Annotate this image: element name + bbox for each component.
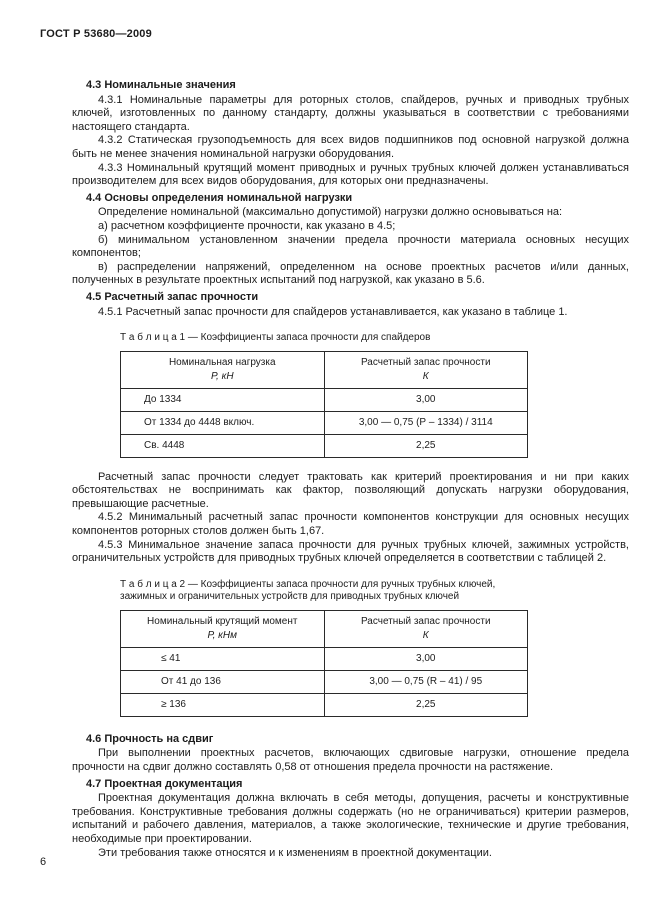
table2-row-1 — [121, 647, 528, 670]
table2-row1-factor: 3,00 — [324, 647, 528, 670]
table2-row3-factor: 2,25 — [324, 693, 528, 716]
document-content — [72, 76, 629, 860]
paragraph-4-7-2: Эти требования также относятся и к изменениям в проектной документации. — [98, 846, 492, 859]
table1-col2-title: Расчетный запас прочности — [360, 357, 491, 369]
table2 — [120, 610, 528, 717]
list-item-b: б) минимальном установленном значении предела прочности материала основных несущих компонентов; — [72, 233, 629, 260]
table1-row3-factor: 2,25 — [324, 434, 528, 457]
table1-caption: Т а б л и ц а 1 — Коэффициенты запаса прочности для спайдеров — [120, 332, 431, 344]
table2-row-2 — [121, 670, 528, 693]
paragraph-4-5-3: 4.5.3 Минимальное значение запаса прочности для ручных трубных ключей, зажимных устройств, ограничительных устройств для приводных трубных ключей определяется в соответствии с таблицей 2. — [72, 538, 629, 565]
paragraph-4-4-intro: Определение номинальной (максимально допустимой) нагрузки должно основываться на: — [98, 206, 563, 219]
section-heading-4-3: 4.3 Номинальные значения — [86, 79, 236, 91]
table1-col1-variable: Р, кН — [210, 371, 234, 383]
section-heading-4-5: 4.5 Расчетный запас прочности — [86, 290, 259, 303]
table2-row2-range: От 41 до 136 — [121, 670, 325, 693]
table2-col2-title: Расчетный запас прочности — [360, 616, 491, 628]
table1 — [120, 351, 528, 458]
table2-col1-header — [121, 610, 325, 647]
table2-caption: Т а б л и ц а 2 — Коэффициенты запаса прочности для ручных трубных ключей, зажимных и ограничительных устройств для приводных трубных ключей — [120, 578, 496, 603]
table2-row3-range: ≥ 136 — [121, 693, 325, 716]
table1-row-1 — [121, 388, 528, 411]
table1-row2-factor: 3,00 — 0,75 (Р – 1334) / 3114 — [324, 411, 528, 434]
section-heading-4-7: 4.7 Проектная документация — [86, 777, 243, 790]
table1-col1-title: Номинальная нагрузка — [168, 357, 276, 369]
doc-number-header: ГОСТ Р 53680—2009 — [40, 28, 152, 40]
table1-row1-range: До 1334 — [121, 388, 325, 411]
section-heading-4-4: 4.4 Основы определения номинальной нагрузки — [86, 191, 353, 204]
table2-header-row — [121, 610, 528, 647]
table2-col1-variable: Р, кНм — [207, 630, 237, 642]
paragraph-4-5-2: 4.5.2 Минимальный расчетный запас прочности компонентов конструкции для основных несущих компонентов роторных столов должен быть 1,67. — [72, 511, 629, 537]
paragraph-4-6: При выполнении проектных расчетов, включающих сдвиговые нагрузки, отношение предела прочности на сдвиг должно составлять 0,58 от отношения предела прочности на растяжение. — [72, 747, 629, 773]
list-item-a: а) расчетном коэффициенте прочности, как указано в 4.5; — [98, 219, 396, 232]
table2-col1-title: Номинальный крутящий момент — [147, 616, 298, 628]
table2-row-3 — [121, 693, 528, 716]
table1-col1-header — [121, 351, 325, 388]
table1-row1-factor: 3,00 — [324, 388, 528, 411]
paragraph-4-5-note: Расчетный запас прочности следует трактовать как критерий проектирования и ни при каких обстоятельствах не воспринимать как фактор, позволяющий допускать нагрузки оборудования, превышающие расчетные. — [72, 470, 629, 510]
table2-row2-factor: 3,00 — 0,75 (R – 41) / 95 — [324, 670, 528, 693]
table2-col2-variable: К — [422, 630, 429, 642]
table2-row1-range: ≤ 41 — [121, 647, 325, 670]
table2-col2-header — [324, 610, 528, 647]
table1-row-3 — [121, 434, 528, 457]
paragraph-4-3-1: 4.3.1 Номинальные параметры для роторных столов, спайдеров, ручных и приводных трубных ключей, изготовленных по данному стандарту, должны указываться в соответствии с требованиями настоящего стандарта. — [72, 93, 629, 133]
paragraph-4-5-1: 4.5.1 Расчетный запас прочности для спайдеров устанавливается, как указано в таблице 1. — [98, 305, 568, 318]
page-number: 6 — [40, 856, 47, 868]
list-item-v: в) распределении напряжений, определенном на основе проектных расчетов и/или данных, полученных в результате проектных испытаний под нагрузкой, как указано в 5.6. — [72, 260, 629, 287]
table1-row-2 — [121, 411, 528, 434]
table1-col2-variable: К — [422, 371, 429, 383]
paragraph-4-3-2: 4.3.2 Статическая грузоподъемность для всех видов подшипников под основной нагрузкой должна быть не менее значения номинальной нагрузки оборудования. — [72, 134, 629, 160]
table1-header-row — [121, 351, 528, 388]
table1-row3-range: Св. 4448 — [121, 434, 325, 457]
table1-col2-header — [324, 351, 528, 388]
table1-row2-range: От 1334 до 4448 включ. — [121, 411, 325, 434]
paragraph-4-7-1: Проектная документация должна включать в себя методы, допущения, расчеты и конструктивные требования. Конструктивные требования должны содержать (но не ограничиваться) критерии размеров, испытаний и рабочего давления, материалов, а также экологические, технические и другие требования, необходимые при проектировании. — [72, 792, 629, 845]
section-heading-4-6: 4.6 Прочность на сдвиг — [86, 732, 214, 745]
paragraph-4-3-3: 4.3.3 Номинальный крутящий момент приводных и ручных трубных ключей должен устанавливаться производителем для всех видов оборудования, для которых они предназначены. — [72, 161, 629, 188]
